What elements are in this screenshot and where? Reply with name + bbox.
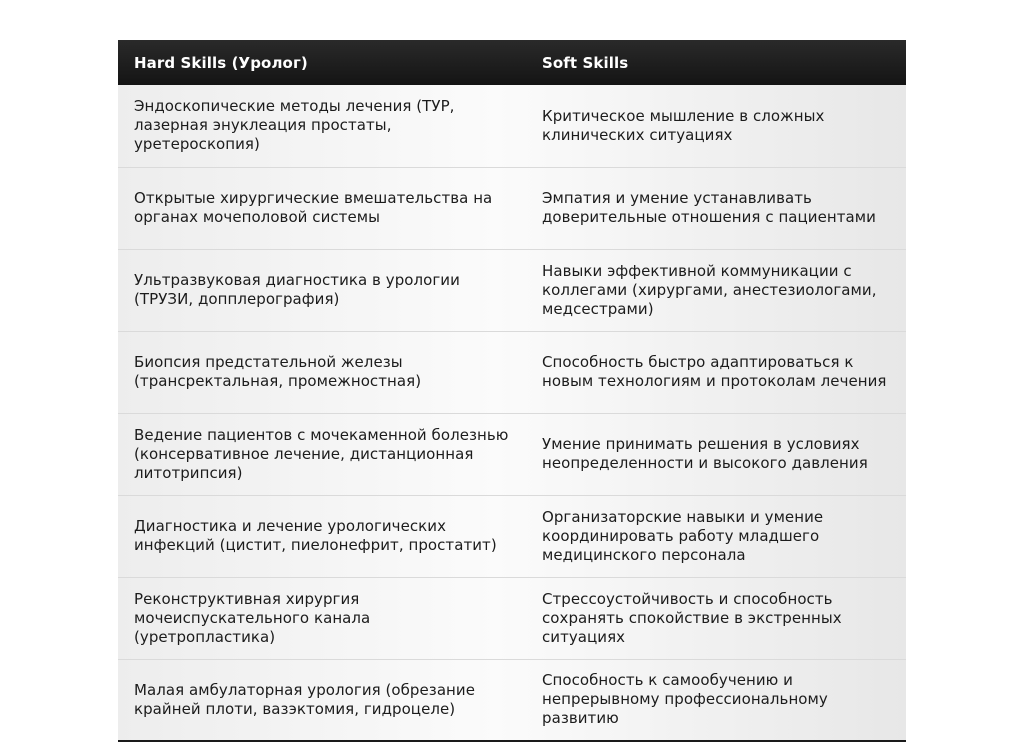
hard-skill-cell: Биопсия предстательной железы (трансректальная, промежностная) bbox=[134, 353, 422, 390]
hard-skill-cell: Диагностика и лечение урологических инфекций (цистит, пиелонефрит, простатит) bbox=[134, 517, 497, 554]
hard-skill-cell: Эндоскопические методы лечения (ТУР, лазерная энуклеация простаты, уретероскопия) bbox=[134, 97, 455, 154]
soft-skill-cell: Критическое мышление в сложных клинических ситуациях bbox=[542, 106, 825, 144]
hard-skill-cell: Ультразвуковая диагностика в урологии (ТРУЗИ, допплерография) bbox=[134, 271, 460, 308]
soft-skill-cell: Умение принимать решения в условиях неопределенности и высокого давления bbox=[542, 435, 868, 472]
soft-skills-header: Soft Skills bbox=[542, 53, 629, 72]
table-body bbox=[118, 85, 906, 741]
soft-skill-cell: Организаторские навыки и умение координировать работу младшего медицинского персонала bbox=[542, 507, 824, 564]
table-row bbox=[118, 331, 906, 413]
soft-skill-cell: Эмпатия и умение устанавливать доверительные отношения с пациентами bbox=[542, 189, 876, 226]
soft-skill-cell: Способность к самообучению и непрерывному профессиональному развитию bbox=[542, 671, 828, 728]
hard-skill-cell: Реконструктивная хирургия мочеиспускательного канала (уретропластика) bbox=[134, 589, 371, 646]
soft-skill-cell: Стрессоустойчивость и способность сохранять спокойствие в экстренных ситуациях bbox=[542, 589, 842, 646]
table-header bbox=[118, 40, 906, 85]
hard-skill-cell: Малая амбулаторная урология (обрезание крайней плоти, вазэктомия, гидроцеле) bbox=[134, 680, 475, 718]
header-row bbox=[118, 40, 906, 85]
table-row bbox=[118, 249, 906, 331]
table-row bbox=[118, 167, 906, 249]
table-row bbox=[118, 495, 906, 577]
hard-skill-cell: Ведение пациентов с мочекаменной болезнью (консервативное лечение, дистанционная литотрипсия) bbox=[134, 425, 509, 482]
hard-skills-header: Hard Skills (Уролог) bbox=[134, 53, 308, 72]
table-row bbox=[118, 577, 906, 659]
table-row bbox=[118, 413, 906, 495]
skills-table bbox=[118, 40, 906, 742]
table-row bbox=[118, 85, 906, 167]
soft-skill-cell: Способность быстро адаптироваться к новым технологиям и протоколам лечения bbox=[542, 353, 887, 390]
table-row bbox=[118, 659, 906, 741]
soft-skill-cell: Навыки эффективной коммуникации с коллегами (хирургами, анестезиологами, медсестрами) bbox=[542, 261, 877, 318]
hard-skill-cell: Открытые хирургические вмешательства на органах мочеполовой системы bbox=[134, 189, 493, 226]
